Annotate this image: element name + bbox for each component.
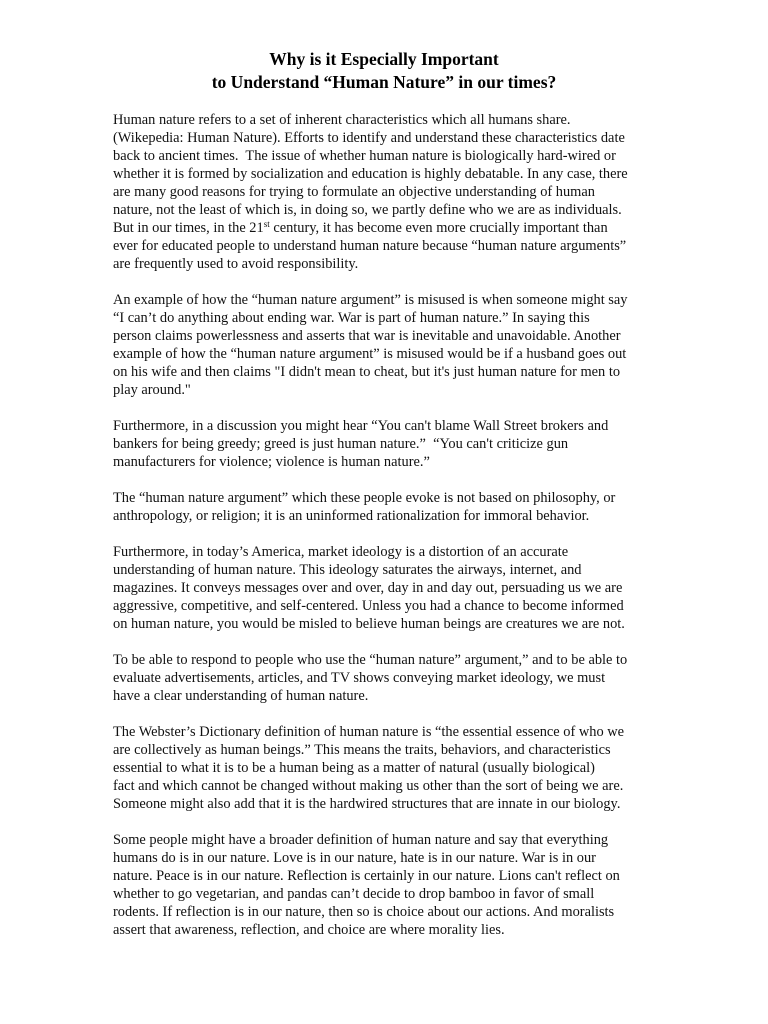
text-line: ever for educated people to understand human nature because “human nature arguments” (113, 238, 627, 254)
text-line: on his wife and then claims "I didn't mean to cheat, but it's just human nature for men to (113, 364, 621, 380)
text-line: To be able to respond to people who use the “human nature” argument,” and to be able to (113, 652, 628, 668)
document-body (113, 111, 673, 957)
text-line: Some people might have a broader definition of human nature and say that everything (113, 832, 609, 848)
text-line: fact and which cannot be changed without making us other than the sort of being we are. (113, 778, 624, 794)
text-line: rodents. If reflection is in our nature, then so is choice about our actions. And moralists (113, 904, 615, 920)
text-line: are collectively as human beings.” This means the traits, behaviors, and characteristics (113, 742, 611, 758)
text-line: An example of how the “human nature argument” is misused is when someone might say (113, 292, 628, 308)
ordinal-superscript: st (263, 219, 270, 229)
text-line: The Webster’s Dictionary definition of human nature is “the essential essence of who we (113, 724, 625, 740)
text-line: nature, not the least of which is, in doing so, we partly define who we are as individuals. (113, 202, 622, 218)
paragraph (113, 489, 673, 525)
text-line: Someone might also add that it is the hardwired structures that are innate in our biology. (113, 796, 621, 812)
text-line: magazines. It conveys messages over and over, day in and day out, persuading us we are (113, 580, 623, 596)
text-line (113, 219, 673, 237)
text-line: evaluate advertisements, articles, and TV shows conveying market ideology, we must (113, 670, 606, 686)
text-line: The “human nature argument” which these people evoke is not based on philosophy, or (113, 490, 616, 506)
text-line: Furthermore, in a discussion you might hear “You can't blame Wall Street brokers and (113, 418, 609, 434)
text-segment: century, it has become even more crucially important than (269, 220, 608, 236)
text-line: Human nature refers to a set of inherent characteristics which all humans share. (113, 112, 571, 128)
text-line: whether it is formed by socialization and education is highly debatable. In any case, there (113, 166, 628, 182)
paragraph (113, 417, 673, 471)
text-line: whether to go vegetarian, and pandas can’t decide to drop bamboo in favor of small (113, 886, 595, 902)
text-line: manufacturers for violence; violence is human nature.” (113, 454, 430, 470)
text-line: are frequently used to avoid responsibility. (113, 256, 359, 272)
paragraph (113, 291, 673, 399)
text-line: “I can’t do anything about ending war. War is part of human nature.” In saying this (113, 310, 590, 326)
text-line: nature. Peace is in our nature. Reflection is certainly in our nature. Lions can't reflect on (113, 868, 620, 884)
text-segment: But in our times, in the 21 (113, 220, 264, 236)
text-line: bankers for being greedy; greed is just human nature.” “You can't criticize gun (113, 436, 569, 452)
text-line: understanding of human nature. This ideology saturates the airways, internet, and (113, 562, 582, 578)
text-line: play around." (113, 382, 191, 398)
text-line: on human nature, you would be misled to believe human beings are creatures we are not. (113, 616, 625, 632)
paragraph (113, 543, 673, 633)
title-line-1: Why is it Especially Important (269, 49, 499, 69)
text-line: person claims powerlessness and asserts that war is inevitable and unavoidable. Another (113, 328, 621, 344)
text-line: anthropology, or religion; it is an uninformed rationalization for immoral behavior. (113, 508, 590, 524)
text-line: Furthermore, in today’s America, market ideology is a distortion of an accurate (113, 544, 569, 560)
paragraph (113, 651, 673, 705)
text-line: aggressive, competitive, and self-centered. Unless you had a chance to become informed (113, 598, 624, 614)
document-title (0, 48, 768, 94)
text-line: humans do is in our nature. Love is in our nature, hate is in our nature. War is in our (113, 850, 596, 866)
paragraph (113, 723, 673, 813)
text-line: example of how the “human nature argument” is misused would be if a husband goes out (113, 346, 627, 362)
text-line: back to ancient times. The issue of whether human nature is biologically hard-wired or (113, 148, 616, 164)
text-line: assert that awareness, reflection, and choice are where morality lies. (113, 922, 505, 938)
text-line: (Wikepedia: Human Nature). Efforts to identify and understand these characteristics date (113, 130, 625, 146)
text-line: are many good reasons for trying to formulate an objective understanding of human (113, 184, 595, 200)
title-line-2: to Understand “Human Nature” in our times? (211, 72, 557, 92)
paragraph (113, 831, 673, 939)
text-line: essential to what it is to be a human being as a matter of natural (usually biological) (113, 760, 595, 776)
text-line: have a clear understanding of human nature. (113, 688, 369, 704)
paragraph (113, 111, 673, 273)
